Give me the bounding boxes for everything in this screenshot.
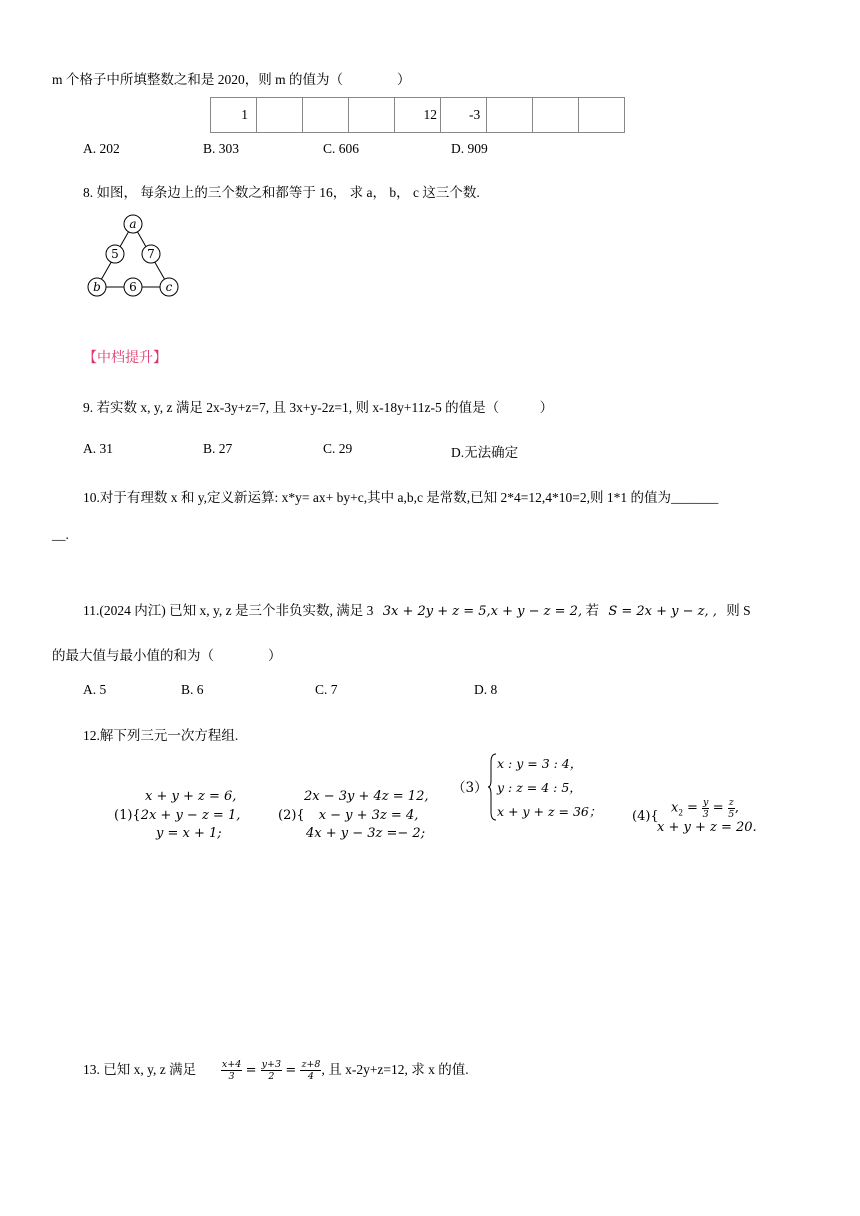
q8-triangle-diagram — [80, 210, 190, 302]
sys3-line1: x : y = 3 : 4， — [497, 756, 583, 771]
q11-stem-a: 11.(2024 内江) 已知 x, y, z 是三个非负实数, 满足 3 — [83, 603, 374, 618]
sys1-line1: x + y + z = 6, — [145, 789, 237, 804]
q11-option-a[interactable]: A. 5 — [83, 682, 107, 697]
node-bottom-mid-label: 6 — [129, 280, 137, 294]
grid-cell-value: -3 — [469, 107, 481, 122]
q11-mid: 若 — [585, 603, 599, 618]
sys4-eq-b: = — [712, 800, 728, 816]
grid-cell — [487, 98, 533, 132]
sys4-x: x — [671, 800, 679, 816]
grid-cell — [303, 98, 349, 132]
section-label: 【中档提升】 — [83, 350, 167, 366]
q10-blank-tail: __. — [52, 527, 69, 542]
node-bottom-left-label: b — [93, 280, 101, 294]
q11-eq1: 3x + 2y + z = 5,x + y − z = 2, — [382, 604, 583, 619]
q13-frac-1: $\frac{x+4}{3}$ — [221, 1059, 242, 1083]
sys2-eq2: x − y + 3z = 4, — [318, 808, 419, 823]
sys2-label: (2){ — [278, 808, 305, 823]
q7-option-b[interactable]: B. 303 — [203, 141, 240, 156]
q9-option-d[interactable]: D.无法确定 — [451, 445, 519, 460]
grid-cell — [211, 98, 257, 132]
q10-stem: 10.对于有理数 x 和 y,定义新运算: x*y= ax+ by+c,其中 a,b,c 是常数,已知 2*4=12,4*10=2,则 1*1 的值为_______ — [83, 490, 719, 505]
q7-option-a[interactable]: A. 202 — [83, 141, 120, 156]
sys1-line2 — [114, 807, 240, 823]
sys1-label: (1){ — [114, 808, 141, 823]
sys2-line2 — [278, 807, 418, 823]
sys2-line1: 2x − 3y + 4z = 12, — [304, 789, 429, 804]
sys4-sub: 2 — [678, 807, 683, 818]
node-top-label: a — [129, 217, 137, 231]
sys2-line3: 4x + y − 3z =− 2; — [306, 826, 426, 841]
q7-stem-tail: m 个格子中所填整数之和是 2020，则 m 的值为（ ） — [52, 72, 411, 87]
q11-line1 — [83, 599, 751, 619]
sys4-line2: x + y + z = 20. — [657, 820, 757, 835]
grid-cell — [257, 98, 303, 132]
sys3-line3: x + y + z = 36； — [497, 804, 602, 819]
q11-option-c[interactable]: C. 7 — [315, 682, 338, 697]
grid-cell-value: 1 — [241, 107, 248, 122]
q11-option-d[interactable]: D. 8 — [474, 682, 498, 697]
q9-option-c[interactable]: C. 29 — [323, 441, 353, 456]
q13-line: 13. 已知 x, y, z 满足 $\frac{x+4}{3}$ = $\frac{y+3}{2}$ = $\frac{z+8}{4}$ , 且 x-2y+z=12, 求 x 的值. — [83, 1059, 469, 1083]
sys4-label: (4){ — [632, 809, 659, 824]
grid-cell-value: 12 — [423, 107, 437, 122]
q11-eq2: S = 2x + y − z, , — [608, 604, 717, 619]
q7-option-d[interactable]: D. 909 — [451, 141, 488, 156]
sys3-line2: y : z = 4 : 5， — [497, 780, 582, 795]
q13-frac-2: $\frac{y+3}{2}$ — [261, 1059, 282, 1083]
q11-stem-b: 则 S — [726, 603, 751, 618]
node-bottom-right-label: c — [165, 280, 173, 294]
q9-option-b[interactable]: B. 27 — [203, 441, 233, 456]
q9-option-a[interactable]: A. 31 — [83, 441, 113, 456]
grid-cell — [579, 98, 625, 132]
node-left-mid-label: 5 — [111, 247, 119, 261]
q13-stem-b: , 且 x-2y+z=12, 求 x 的值. — [321, 1062, 469, 1077]
sys4-line1 — [671, 797, 739, 820]
sys1-line3: y = x + 1; — [156, 826, 222, 841]
q13-frac-3: $\frac{z+8}{4}$ — [301, 1059, 321, 1083]
sys4-frac-z: $\frac{z}{5}$ — [728, 797, 735, 820]
sys4-comma: , — [734, 800, 739, 816]
grid-cell — [395, 98, 441, 132]
grid-cell — [349, 98, 395, 132]
sys4-frac-y: $\frac{y}{3}$ — [702, 797, 709, 820]
q12-stem: 12.解下列三元一次方程组. — [83, 728, 239, 743]
sys3-label: （3） — [452, 780, 488, 796]
q11-option-b[interactable]: B. 6 — [181, 682, 204, 697]
q13-stem-a: 13. 已知 x, y, z 满足 — [83, 1062, 197, 1077]
q7-grid-table — [210, 97, 625, 133]
q11-line2: 的最大值与最小值的和为（ ） — [52, 648, 282, 663]
sys1-eq2: 2x + y − z = 1, — [140, 808, 241, 823]
node-right-mid-label: 7 — [147, 247, 155, 261]
q9-stem: 9. 若实数 x, y, z 满足 2x-3y+z=7, 且 3x+y-2z=1, 则 x-18y+11z-5 的值是（ ） — [83, 400, 554, 415]
grid-cell — [441, 98, 487, 132]
q8-stem: 8. 如图， 每条边上的三个数之和都等于 16， 求 a， b， c 这三个数. — [83, 185, 480, 200]
q7-option-c[interactable]: C. 606 — [323, 141, 360, 156]
grid-cell — [533, 98, 579, 132]
sys4-eq-a: = — [682, 800, 703, 816]
